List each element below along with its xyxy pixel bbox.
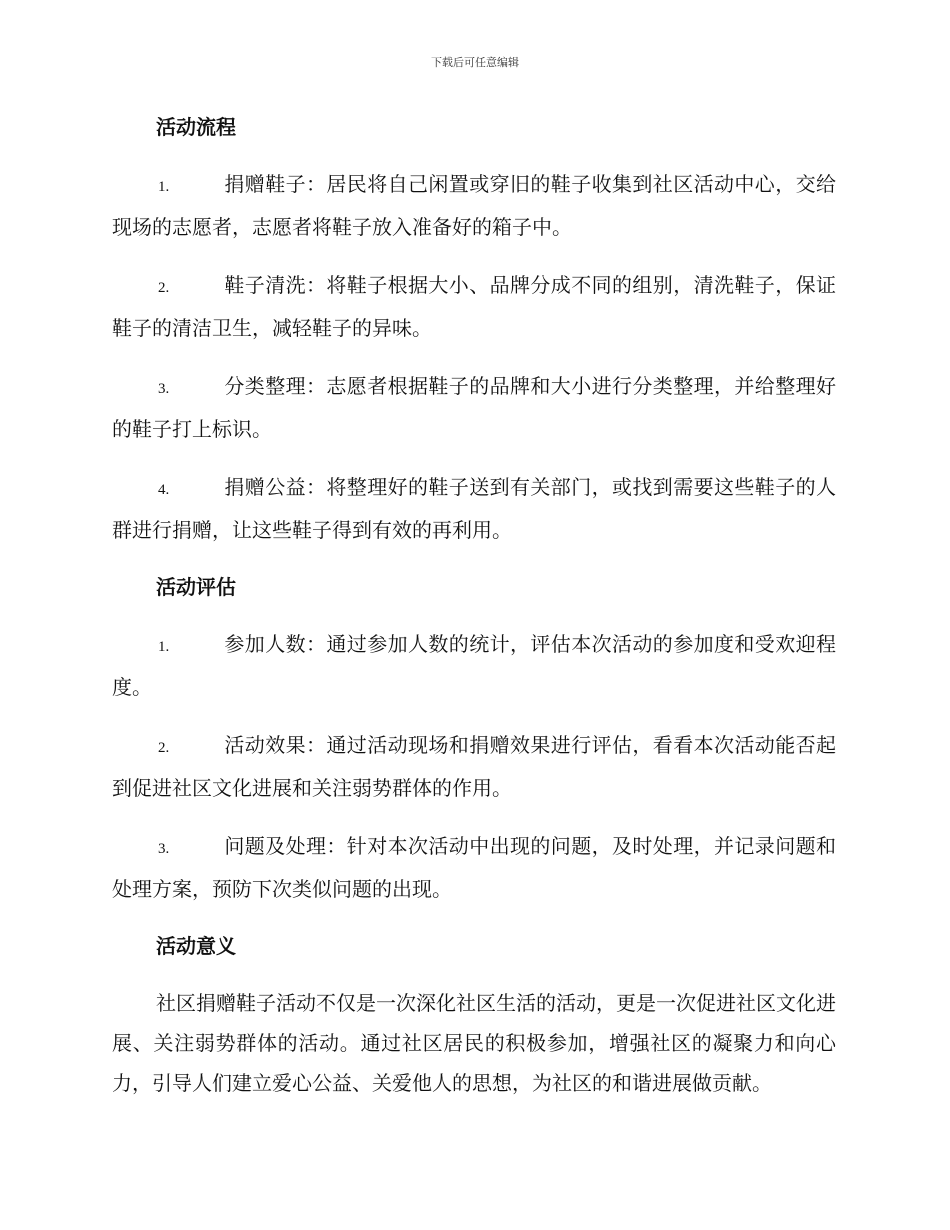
list-text: 鞋子清洗：将鞋子根据大小、品牌分成不同的组别，清洗鞋子，保证鞋子的清洁卫生，减轻鞋子的异味。 (112, 273, 836, 340)
list-item (112, 265, 836, 348)
section-title-process: 活动流程 (156, 115, 236, 139)
list-number: 2. (158, 740, 170, 756)
page-header-note: 下载后可任意编辑 (431, 56, 519, 69)
list-number: 2. (158, 280, 170, 296)
list-number: 1. (158, 639, 170, 655)
list-item (112, 826, 836, 909)
list-number: 4. (158, 482, 170, 498)
section-title-significance: 活动意义 (156, 934, 236, 958)
list-text: 捐赠公益：将整理好的鞋子送到有关部门，或找到需要这些鞋子的人群进行捐赠，让这些鞋子得到有效的再利用。 (112, 475, 836, 542)
list-item (112, 624, 836, 707)
list-text: 活动效果：通过活动现场和捐赠效果进行评估，看看本次活动能否起到促进社区文化进展和关注弱势群体的作用。 (112, 733, 836, 800)
significance-paragraph: 社区捐赠鞋子活动不仅是一次深化社区生活的活动，更是一次促进社区文化进展、关注弱势群体的活动。通过社区居民的积极参加，增强社区的凝聚力和向心力，引导人们建立爱心公益、关爱他人的思想，为社区的和谐进展做贡献。 (112, 991, 836, 1095)
list-text: 分类整理：志愿者根据鞋子的品牌和大小进行分类整理，并给整理好的鞋子打上标识。 (112, 374, 836, 441)
list-text: 问题及处理：针对本次活动中出现的问题，及时处理，并记录问题和处理方案，预防下次类似问题的出现。 (112, 834, 836, 901)
list-text: 捐赠鞋子：居民将自己闲置或穿旧的鞋子收集到社区活动中心，交给现场的志愿者，志愿者将鞋子放入准备好的箱子中。 (112, 172, 836, 239)
list-item (112, 366, 836, 449)
list-number: 3. (158, 381, 170, 397)
list-item (112, 725, 836, 808)
list-item (112, 467, 836, 550)
list-item (112, 164, 836, 247)
list-text: 参加人数：通过参加人数的统计，评估本次活动的参加度和受欢迎程度。 (112, 632, 836, 699)
document-body (112, 108, 836, 1103)
list-number: 1. (158, 179, 170, 195)
list-number: 3. (158, 841, 170, 857)
section-title-evaluation: 活动评估 (156, 575, 236, 599)
